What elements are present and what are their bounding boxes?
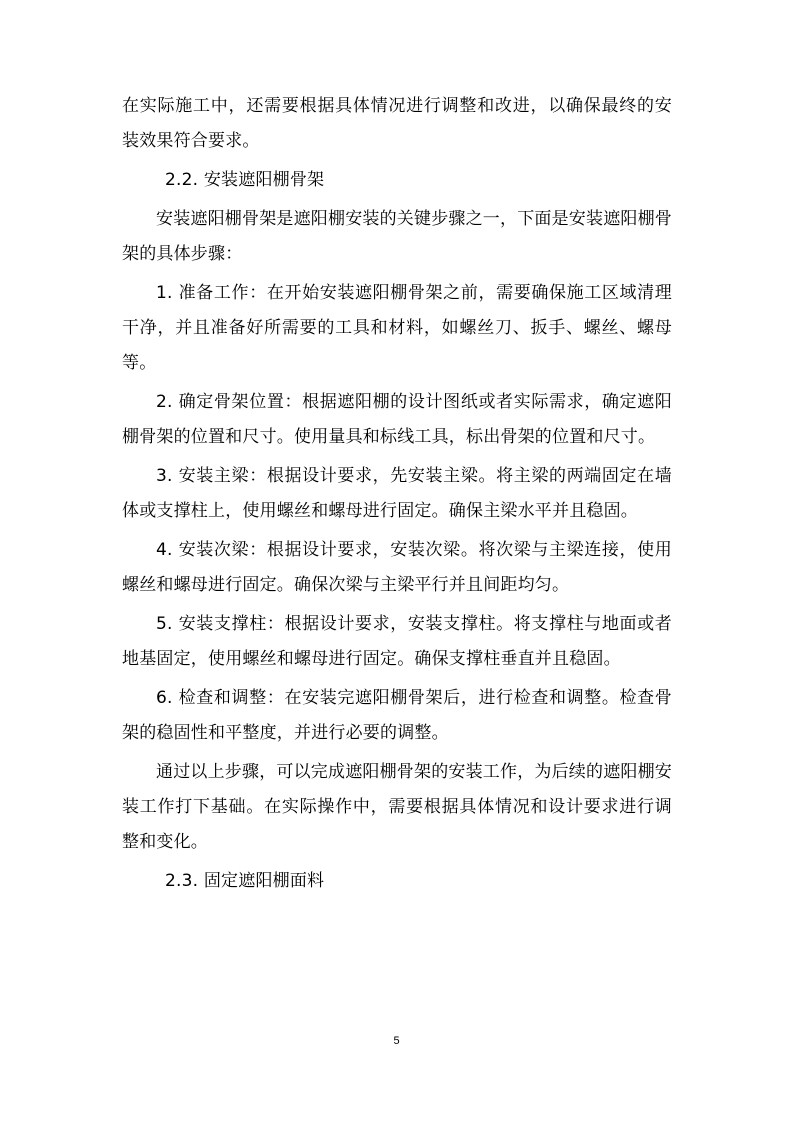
section-heading-2-3: 2.3. 固定遮阳棚面料 [165,871,325,891]
paragraph-intro: 在实际施工中，还需要根据具体情况进行调整和改进，以确保最终的安装效果符合要求。 [122,96,672,151]
paragraph-step-3: 3. 安装主梁：根据设计要求，先安装主梁。将主梁的两端固定在墙体或支撑柱上，使用螺丝和螺母进行固定。确保主梁水平并且稳固。 [122,466,672,521]
paragraph-summary: 通过以上步骤，可以完成遮阳棚骨架的安装工作，为后续的遮阳棚安装工作打下基础。在实际操作中，需要根据具体情况和设计要求进行调整和变化。 [122,762,672,852]
paragraph-step-4: 4. 安装次梁：根据设计要求，安装次梁。将次梁与主梁连接，使用螺丝和螺母进行固定。确保次梁与主梁平行并且间距均匀。 [122,540,672,595]
paragraph-overview: 安装遮阳棚骨架是遮阳棚安装的关键步骤之一，下面是安装遮阳棚骨架的具体步骤： [122,209,672,264]
paragraph-step-2: 2. 确定骨架位置：根据遮阳棚的设计图纸或者实际需求，确定遮阳棚骨架的位置和尺寸。使用量具和标线工具，标出骨架的位置和尺寸。 [122,392,672,447]
document-body [122,89,672,899]
paragraph-step-1: 1. 准备工作：在开始安装遮阳棚骨架之前，需要确保施工区域清理干净，并且准备好所需要的工具和材料，如螺丝刀、扳手、螺丝、螺母等。 [122,283,672,373]
section-heading-2-2: 2.2. 安装遮阳棚骨架 [165,170,325,190]
paragraph-step-6: 6. 检查和调整：在安装完遮阳棚骨架后，进行检查和调整。检查骨架的稳固性和平整度，并进行必要的调整。 [122,688,672,743]
paragraph-step-5: 5. 安装支撑柱：根据设计要求，安装支撑柱。将支撑柱与地面或者地基固定，使用螺丝和螺母进行固定。确保支撑柱垂直并且稳固。 [122,614,672,669]
page-number: 5 [393,1035,400,1047]
